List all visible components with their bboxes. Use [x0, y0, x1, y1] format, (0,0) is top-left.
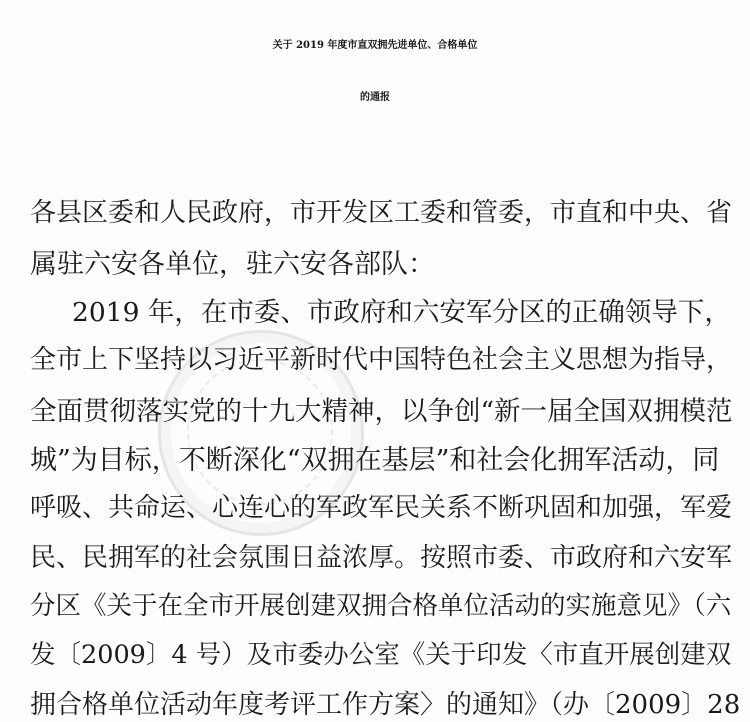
document-title-line-1: 关于 2019 年度市直双拥先进单位、合格单位 — [272, 40, 478, 51]
body-line-2: 属驻六安各单位，驻六安各部队： — [30, 249, 435, 280]
body-line-4: 全市上下坚持以习近平新时代中国特色社会主义思想为指导， — [30, 345, 733, 375]
body-line-3: 2019 年，在市委、市政府和六安军分区的正确领导下， — [72, 297, 731, 328]
body-line-5: 全面贯彻落实党的十九大精神，以争创“新一届全国双拥模范 — [30, 396, 733, 427]
body-line-7: 呼吸、共命运、心连心的军政军民关系不断巩固和加强，军爱 — [30, 493, 733, 523]
body-line-6: 城”为目标，不断深化“双拥在基层”和社会化拥军活动，同 — [30, 445, 720, 476]
body-line-1: 各县区委和人民政府，市开发区工委和管委，市直和中央、省 — [30, 198, 733, 228]
body-line-10: 发〔2009〕4 号）及市委办公室《关于印发〈市直开展创建双 — [30, 640, 732, 670]
document-title-line-2: 的通报 — [360, 92, 390, 103]
body-line-8: 民、民拥军的社会氛围日益浓厚。按照市委、市政府和六安军 — [30, 543, 733, 573]
body-line-11: 拥合格单位活动年度考评工作方案〉的通知》（办〔2009〕28 — [30, 690, 741, 720]
seal-inner-ring — [187, 359, 333, 505]
body-line-9: 分区《关于在全市开展创建双拥合格单位活动的实施意见》（六 — [30, 591, 732, 621]
